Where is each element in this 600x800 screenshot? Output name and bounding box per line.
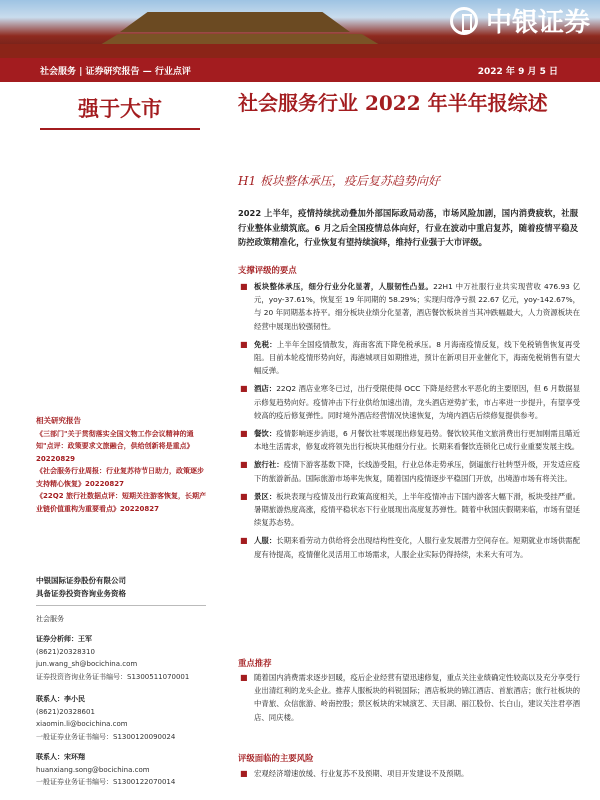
header-banner	[0, 0, 600, 58]
bullet-item: ■ 餐饮：疫情影响逐步消退，6 月餐饮社零展现出修复趋势。餐饮较其他文旅消费出行更加刚需且瞄近本地生活需求，修复或将领先出行板块其他细分行业。长期来看餐饮连锁化已成行业重要发展主线。	[240, 429, 580, 452]
firm-name: 中银国际证券股份有限公司	[36, 576, 126, 585]
bullet-item: ■ 随着国内消费需求逐步回暖，疫后企业经营有望迅速修复，重点关注业绩确定性较高以及充分享受行业出清红利的龙头企业。推荐人服板块的科锐国际；酒店板块的锦江酒店、首旅酒店；旅行社板块的中青旅、众信旅游、岭南控股；景区板块的宋城演艺、天目湖、丽江股份、长白山，建议关注君亭酒店、同庆楼。	[240, 673, 580, 722]
report-title: 社会服务行业 2022 年半年报综述	[238, 91, 548, 115]
key-bullet-list	[238, 671, 580, 729]
bullet-square-icon: ■	[240, 429, 248, 439]
related-report-link[interactable]: 《社会服务行业周报：行业复苏待节日助力，政策逐步支持精心恢复》20220827	[36, 467, 204, 488]
bullet-item: ■ 旅行社：疫情下游客基数下降，长线游受阻，行业总体走势承压，倒逼旅行社转型升级，开发适应疫下的旅游新品。国际旅游市场率先恢复，随着国内疫情逐步平稳国门开放，出境游市场有将关注。	[240, 460, 580, 483]
bullet-square-icon: ■	[240, 384, 248, 394]
related-reports	[36, 415, 206, 515]
bullet-item: ■ 酒店：22Q2 酒店业寒冬已过，出行受限使得 OCC 下降是经营水平恶化的主要原因，但 6 月数据显示修复趋势向好。疫情冲击下行业供给加速出清，龙头酒店逆势扩张，市占率进一步提升，有望享受较高的疫后修复弹性。同时境外酒店经营情况快速恢复，为境内酒店后续修复提供参考。	[240, 384, 580, 420]
divider	[36, 605, 206, 606]
palace-roof-image	[120, 12, 350, 32]
analyst-name: 证券分析师：王军	[36, 635, 92, 643]
bullet-item: ■ 板块整体承压，细分行业分化显著，人服韧性凸显。22H1 中万社服行业共实现营收 476.93 亿元，yoy-37.61%，恢复至 19 年同期的 58.29%；实现归母净亏损 22.67 亿元，yoy-142.67%，与 20 年同期基本持平。细分板块业绩分化显著，酒店餐饮板块首当其冲跌幅最大，人力资源板块在经营中展现出较强韧性。	[240, 282, 580, 331]
related-report-link[interactable]: 《22Q2 旅行社数据点评：短期关注游客恢复，长期产业链价值重构为重要看点》20220827	[36, 492, 206, 513]
bullet-item: ■ 人服：长期来看劳动力供给将会出现结构性变化，人服行业发展潜力空间存在。短期就业市场供需配度有待提高，疫情催化灵活用工市场需求，人服企业实际仍得持续，未来大有可为。	[240, 536, 580, 559]
contact-cert: 一般证券业务证书编号：S1300122070014	[36, 778, 176, 786]
logo-text: 中银证券	[485, 8, 590, 38]
analyst-email[interactable]: jun.wang_sh@bocichina.com	[36, 660, 138, 668]
bullet-square-icon: ■	[240, 536, 248, 546]
risk-section-heading: 评级面临的主要风险	[238, 753, 314, 763]
support-bullet-list	[238, 280, 580, 566]
bullet-square-icon: ■	[240, 339, 248, 349]
bullet-square-icon: ■	[240, 460, 248, 470]
boc-logo-icon	[450, 7, 478, 35]
bullet-square-icon: ■	[240, 769, 248, 778]
contact-email[interactable]: xiaomin.li@bocichina.com	[36, 720, 128, 728]
contact-block	[36, 693, 206, 743]
sector-label: 社会服务	[36, 615, 64, 623]
intro-paragraph: 2022 上半年，疫情持续扰动叠加外部国际政局动荡，市场风险加剧，国内消费疲软，社服行业整体业绩筑底。6 月之后全国疫情总体向好，行业在波动中重启复苏，随着疫情平稳及防控政策精准化，行业恢复有望持续演绎，维持行业强于大市评级。	[238, 208, 578, 248]
related-heading: 相关研究报告	[36, 416, 81, 425]
contact-cert: 一般证券业务证书编号：S1300120090024	[36, 732, 176, 741]
related-report-link[interactable]: 《三部门"关于贯彻落实全国文物工作会议精神的通知"点评：政策要求文旅融合，供给创新将是重点》20220829	[36, 429, 194, 463]
contact-name: 联系人：宋环翔	[36, 753, 85, 761]
analyst-block	[36, 633, 206, 683]
report-category: 社会服务 | 证券研究报告 — 行业点评	[40, 67, 191, 77]
bullet-square-icon: ■	[240, 673, 248, 682]
contact-email[interactable]: huanxiang.song@bocichina.com	[36, 765, 150, 774]
firm-qualification: 具备证券投资咨询业务资格	[36, 588, 126, 598]
analyst-phone: (8621)20328310	[36, 647, 95, 656]
bullet-item: ■ 景区：板块表现与疫情及出行政策高度相关，上半年疫情冲击下国内游客大幅下滑，板块受挂严重。暑期旅游热度高涨，疫情平稳状态下行业展现出高度复苏弹性。随着中秋国庆假期来临，市场有望延续复苏态势。	[240, 491, 580, 528]
support-section-heading: 支撑评级的要点	[238, 265, 297, 275]
key-section-heading: 重点推荐	[238, 658, 272, 668]
analyst-cert: 证券投资咨询业务证书编号：S1300511070001	[36, 672, 190, 681]
report-date: 2022 年 9 月 5 日	[477, 67, 558, 77]
bullet-item: ■ 宏观经济增速放缓、行业复苏不及预期、项目开发建设不及预期。	[238, 767, 580, 780]
palace-wall-image	[0, 44, 600, 58]
company-logo	[450, 2, 590, 39]
report-subtitle: H1 板块整体承压，疫后复苏趋势向好	[238, 174, 440, 188]
risk-bullet-list	[238, 767, 580, 785]
contact-phone: (8621)20328601	[36, 707, 95, 716]
bullet-square-icon: ■	[240, 491, 248, 501]
contact-block	[36, 751, 206, 789]
firm-info	[36, 575, 206, 600]
contact-name: 联系人：李小民	[36, 695, 85, 703]
meta-bar	[0, 58, 600, 82]
bullet-square-icon: ■	[240, 282, 248, 291]
industry-rating: 强于大市	[40, 88, 200, 130]
bullet-item: ■ 免税：上半年全国疫情散发，海南客流下降免税承压。8 月海南疫情反复，线下免税销售恢复再受阻。目前本轮疫情形势向好，海港城项目如期推进，预计在新项目开业催化下，海南免税销售有望大幅反弹。	[240, 339, 580, 376]
